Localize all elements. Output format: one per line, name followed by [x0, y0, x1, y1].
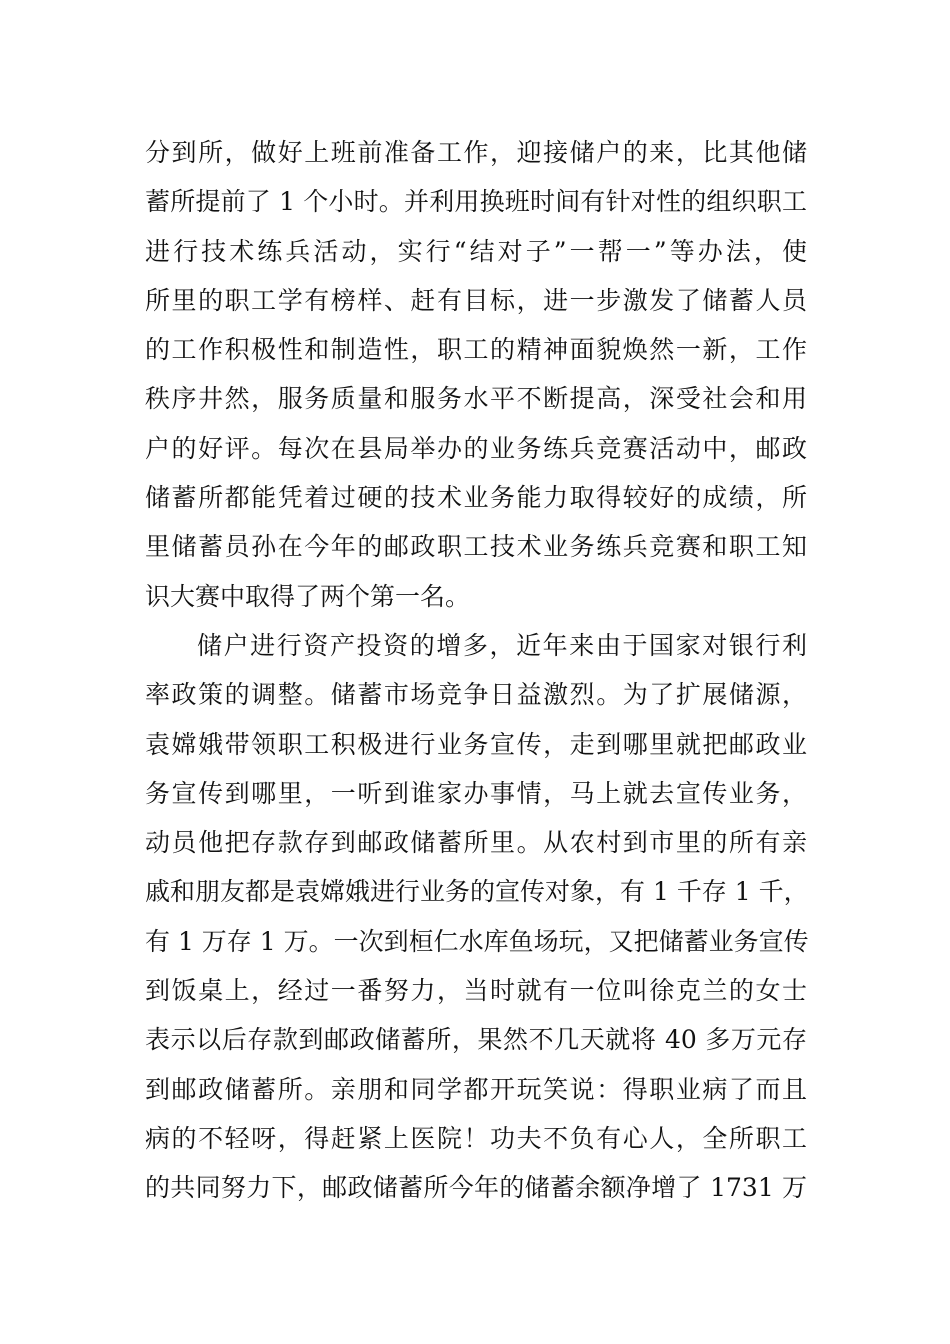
text-line: 所里的职工学有榜样、赶有目标，进一步激发了储蓄人员: [145, 285, 807, 315]
text-line: 表示以后存款到邮政储蓄所，果然不几天就将 40 多万元存: [145, 1025, 807, 1055]
text-line: 储蓄所都能凭着过硬的技术业务能力取得较好的成绩，所: [145, 483, 807, 513]
text-line: 戚和朋友都是袁嫦娥进行业务的宣传对象，有 1 千存 1 千，: [145, 877, 809, 907]
text-line: 到邮政储蓄所。亲朋和同学都开玩笑说：得职业病了而且: [145, 1074, 807, 1104]
paragraph-1: [145, 128, 807, 621]
text-line: 的共同努力下，邮政储蓄所今年的储蓄余额净增了 1731 万: [145, 1173, 807, 1203]
text-line: 病的不轻呀，得赶紧上医院！功夫不负有心人，全所职工: [145, 1123, 807, 1153]
text-line: 分到所，做好上班前准备工作，迎接储户的来，比其他储: [145, 138, 807, 167]
text-line: 户的好评。每次在县局举办的业务练兵竞赛活动中，邮政: [145, 433, 807, 463]
text-line: 务宣传到哪里，一听到谁家办事情，马上就去宣传业务，: [145, 778, 807, 808]
text-line: 动员他把存款存到邮政储蓄所里。从农村到市里的所有亲: [145, 828, 807, 858]
body-text: [145, 128, 807, 1213]
text-line: 袁嫦娥带领职工积极进行业务宣传，走到哪里就把邮政业: [145, 729, 807, 759]
paragraph-2: [145, 621, 807, 1213]
text-line: 里储蓄员孙在今年的邮政职工技术业务练兵竞赛和职工知: [145, 532, 807, 562]
text-line: 识大赛中取得了两个第一名。: [145, 581, 471, 611]
text-line: 蓄所提前了 1 个小时。并利用换班时间有针对性的组织职工: [145, 187, 807, 217]
text-line: 进行技术练兵活动，实行“结对子”一帮一”等办法，使: [145, 236, 807, 266]
text-line: 储户进行资产投资的增多，近年来由于国家对银行利: [197, 630, 807, 660]
text-line: 率政策的调整。储蓄市场竞争日益激烈。为了扩展储源，: [145, 680, 807, 710]
text-line: 的工作积极性和制造性，职工的精神面貌焕然一新，工作: [145, 335, 807, 365]
text-line: 有 1 万存 1 万。一次到桓仁水库鱼场玩，又把储蓄业务宣传: [145, 926, 809, 956]
text-line: 秩序井然，服务质量和服务水平不断提高，深受社会和用: [145, 384, 807, 414]
text-line: 到饭桌上，经过一番努力，当时就有一位叫徐克兰的女士: [145, 976, 807, 1006]
